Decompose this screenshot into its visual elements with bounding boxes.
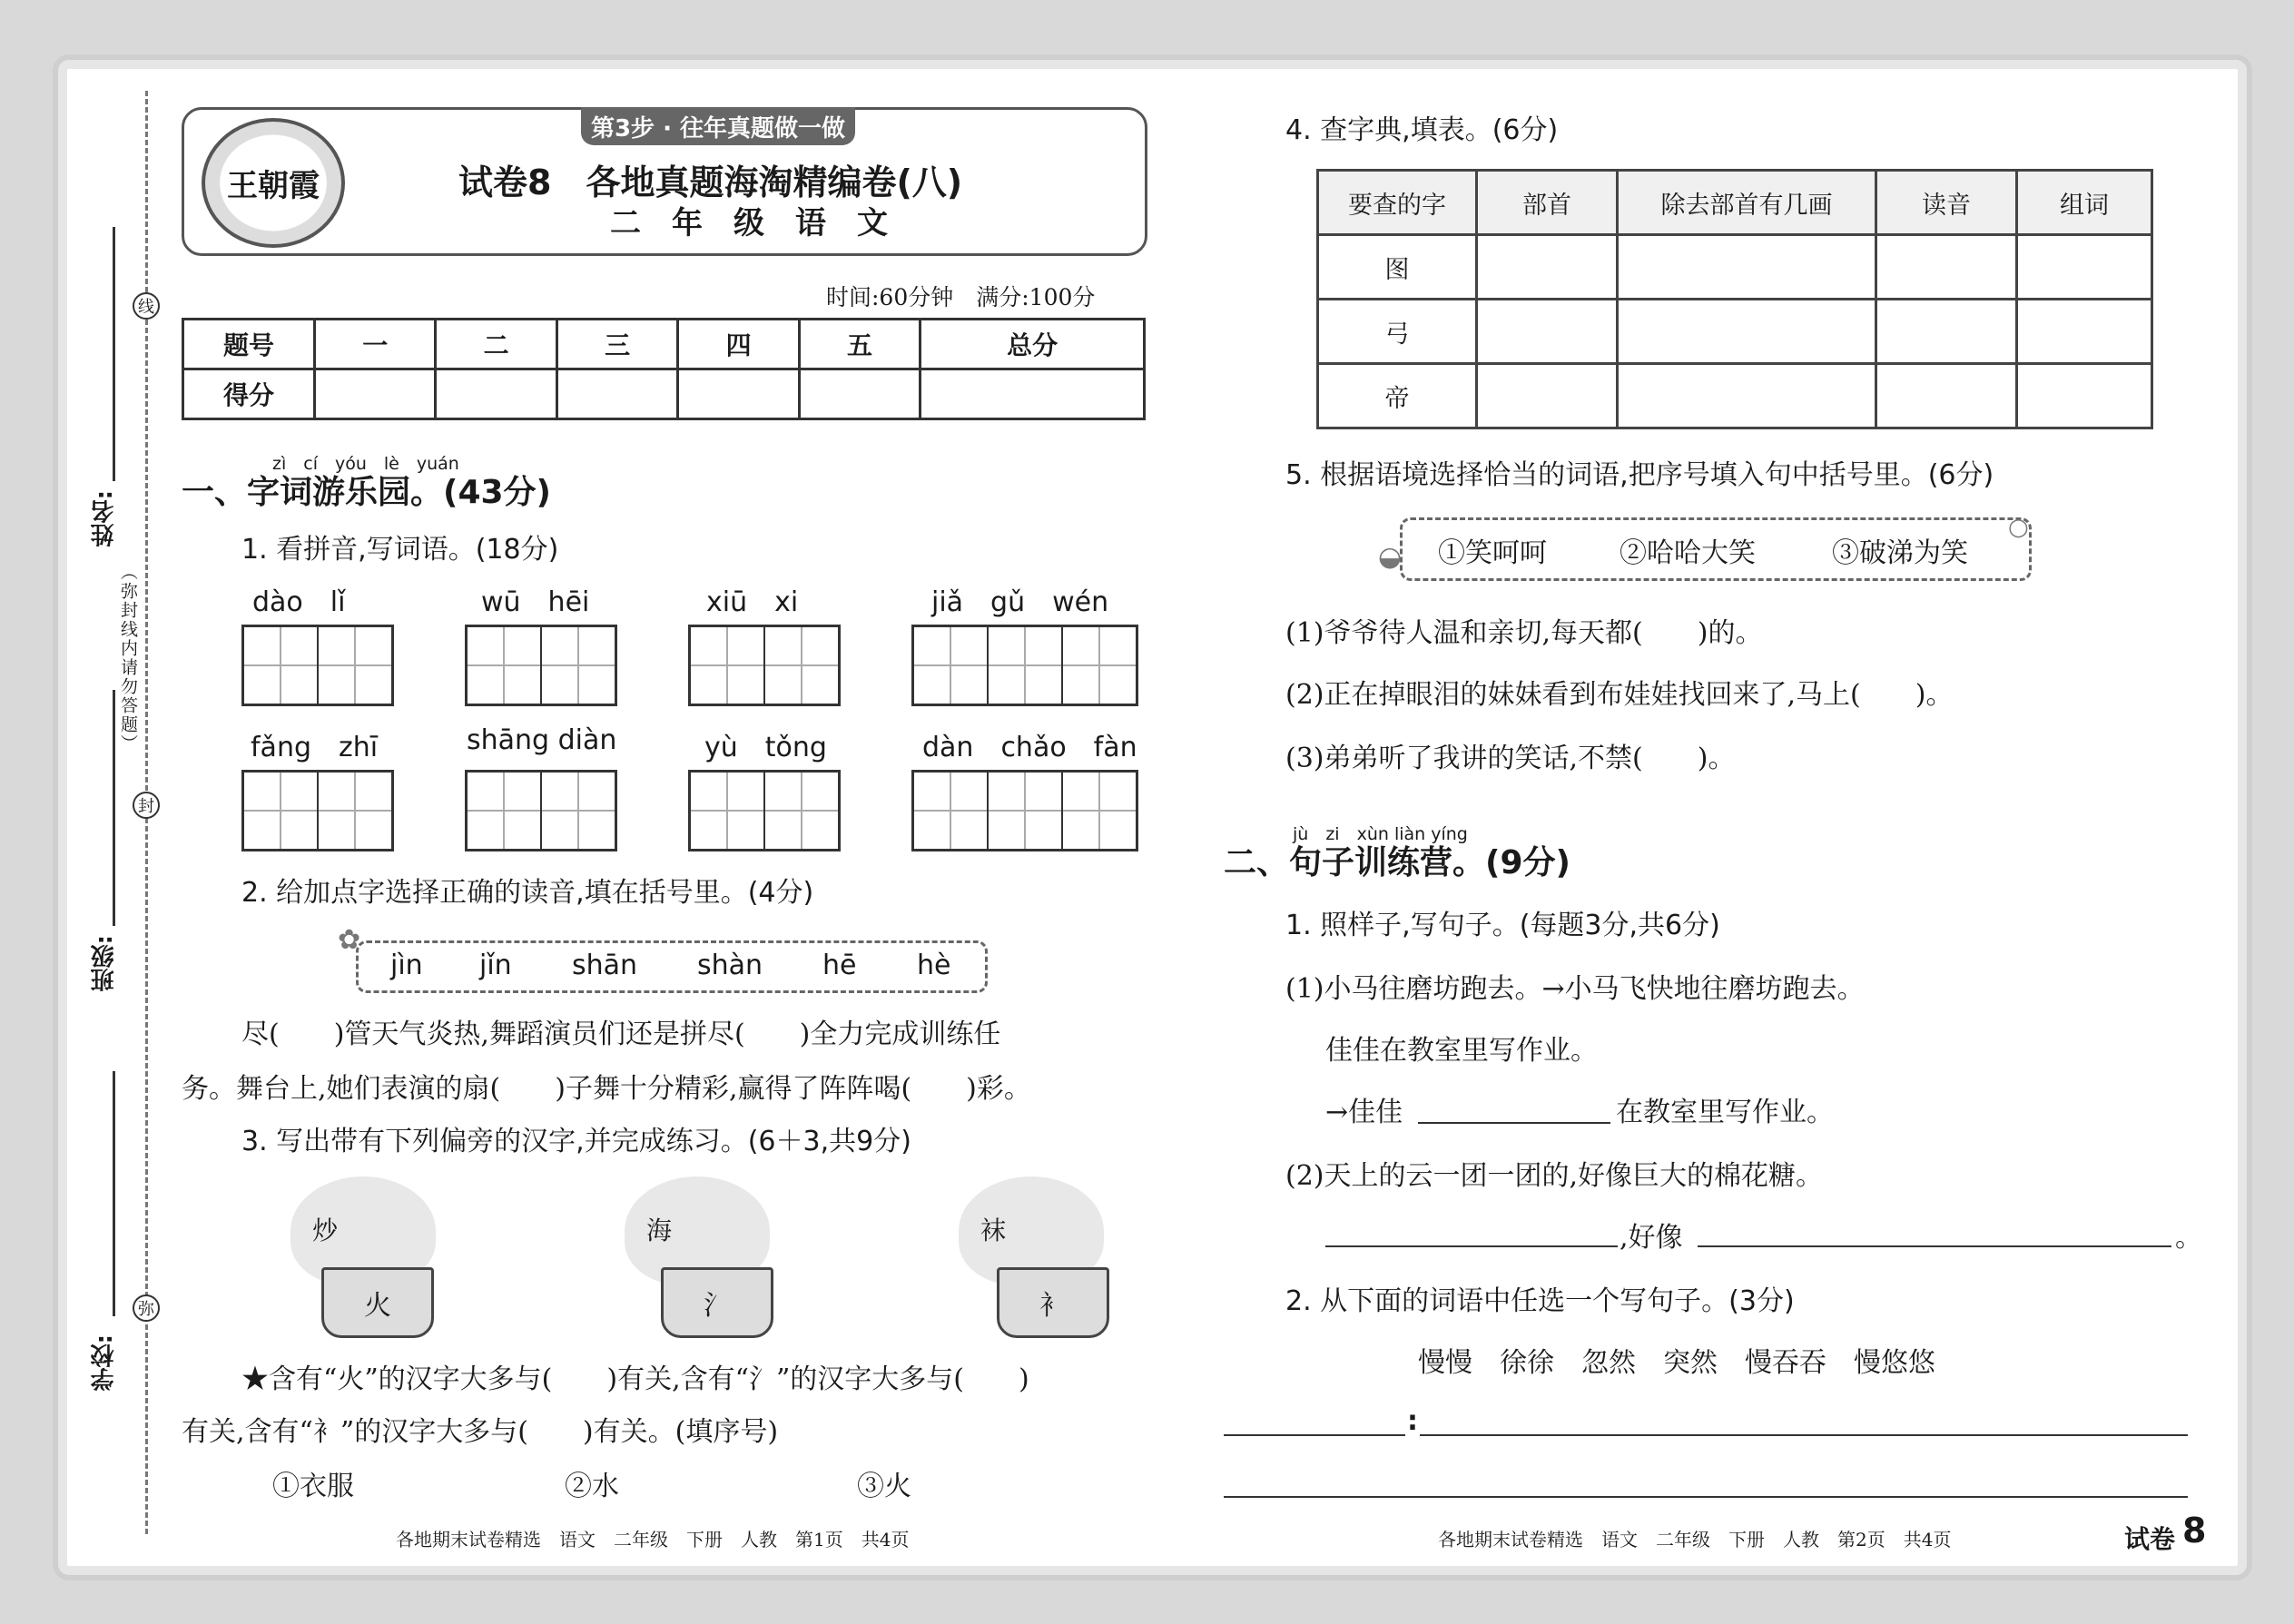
flower-decoration-icon: ✿	[338, 924, 361, 956]
class-field-line[interactable]	[113, 690, 115, 926]
s2-answer-connector: ,好像	[1620, 1222, 1683, 1254]
q4-title: 4. 查字典,填表。(6分)	[1285, 114, 1559, 146]
footer-right: 各地期末试卷精选 语文 二年级 下册 人教 第2页 共4页	[1438, 1529, 1952, 1550]
score-input-cell[interactable]	[315, 369, 436, 419]
q3-passage-line1: ★含有“火”的汉字大多与( )有关,含有“氵”的汉字大多与( )	[241, 1363, 1029, 1395]
dictionary-table	[1316, 169, 2153, 429]
score-header-cell: 总分	[921, 320, 1145, 369]
q2-option: jìn	[390, 950, 423, 981]
q3-option: ③火	[857, 1471, 911, 1502]
time-info: 时间:60分钟 满分:100分	[826, 284, 1096, 310]
s2-example-2: (2)天上的云一团一团的,好像巨大的棉花糖。	[1285, 1160, 1824, 1192]
writing-grid[interactable]	[465, 770, 617, 851]
s2-sentence-blank[interactable]	[1420, 1434, 2188, 1436]
section1-pinyin: zì cí yóu lè yuán	[272, 454, 459, 474]
dict-header: 组词	[2017, 171, 2152, 235]
s2-answer-end: 。	[2175, 1222, 2202, 1254]
dict-header: 要查的字	[1318, 171, 1477, 235]
flower-char: 袜	[980, 1216, 1007, 1245]
q5-sentence: (3)弟弟听了我讲的笑话,不禁( )。	[1285, 743, 1736, 774]
writing-grid[interactable]	[688, 625, 841, 706]
s2-word-list: 慢慢 徐徐 忽然 突然 慢吞吞 慢悠悠	[1418, 1347, 1935, 1379]
q2-option: hē	[822, 950, 857, 981]
dict-answer-cell[interactable]	[1477, 300, 1618, 364]
score-header-cell: 一	[315, 320, 436, 369]
pinyin-label: jiǎ gǔ wén	[931, 586, 1109, 618]
q2-option: shàn	[697, 950, 763, 981]
name-label: 姓名:	[91, 490, 118, 547]
s2-sentence-blank-2[interactable]	[1224, 1496, 2188, 1498]
s2-q2-title: 2. 从下面的词语中任选一个写句子。(3分)	[1285, 1285, 1795, 1317]
binding-mark-seal: 封	[133, 792, 160, 819]
school-field-line[interactable]	[113, 1071, 115, 1316]
paper-tag-number: 8	[2182, 1511, 2207, 1550]
dict-header: 除去部首有几画	[1618, 171, 1876, 235]
pinyin-label: shāng diàn	[467, 724, 617, 756]
q2-option: jǐn	[479, 950, 512, 981]
paper-subtitle: 二 年 级 语 文	[610, 205, 888, 241]
q5-option: ③破涕为笑	[1832, 537, 1968, 569]
s2-word-blank[interactable]	[1224, 1434, 1405, 1436]
q2-passage-line1: 尽( )管天气炎热,舞蹈演员们还是拼尽( )全力完成训练任	[241, 1019, 1001, 1050]
q2-option: hè	[917, 950, 951, 981]
flower-pot-radical[interactable]: 衤	[997, 1267, 1109, 1338]
pinyin-label: wū hēi	[481, 586, 590, 618]
q2-title: 2. 给加点字选择正确的读音,填在括号里。(4分)	[241, 877, 814, 909]
section2-title: 二、句子训练营。(9分)	[1224, 844, 1570, 881]
score-input-cell[interactable]	[921, 369, 1145, 419]
bubble-decoration-icon: ○	[2008, 514, 2029, 541]
pinyin-label: xiū xi	[706, 586, 799, 618]
flower-pot-radical[interactable]: 火	[321, 1267, 434, 1338]
writing-grid[interactable]	[688, 770, 841, 851]
writing-grid[interactable]	[241, 625, 394, 706]
q2-options-box	[356, 940, 988, 993]
writing-grid[interactable]	[911, 625, 1138, 706]
dict-answer-cell[interactable]	[2017, 235, 2152, 300]
s2-colon: :	[1407, 1405, 1418, 1437]
dict-char: 帝	[1318, 364, 1477, 428]
paper-title: 试卷8 各地真题海淘精编卷(八)	[458, 162, 963, 202]
name-field-line[interactable]	[113, 227, 115, 481]
score-input-cell[interactable]	[799, 369, 920, 419]
brand-logo: 王朝霞	[202, 118, 345, 248]
s2-q1-title: 1. 照样子,写句子。(每题3分,共6分)	[1285, 910, 1720, 941]
footer-left: 各地期末试卷精选 语文 二年级 下册 人教 第1页 共4页	[396, 1529, 910, 1550]
score-input-cell[interactable]	[436, 369, 556, 419]
dict-answer-cell[interactable]	[1618, 364, 1876, 428]
s2-example: (1)小马往磨坊跑去。→小马飞快地往磨坊跑去。	[1285, 973, 1865, 1005]
section2-pinyin: jù zi xùn liàn yíng	[1293, 824, 1468, 844]
score-header-cell: 五	[799, 320, 920, 369]
score-table	[182, 318, 1146, 420]
flower-pot-radical[interactable]: 氵	[661, 1267, 773, 1338]
score-header-cell: 题号	[183, 320, 315, 369]
binding-mark-line: 线	[133, 292, 160, 320]
s2-answer-blank[interactable]	[1418, 1122, 1610, 1124]
q5-option: ②哈哈大笑	[1620, 537, 1756, 569]
dict-answer-cell[interactable]	[1618, 300, 1876, 364]
pinyin-label: dào lǐ	[252, 586, 346, 618]
class-label: 班级:	[91, 935, 118, 992]
dict-header: 读音	[1876, 171, 2017, 235]
s2-answer-prefix: →佳佳	[1325, 1097, 1403, 1128]
q1-title: 1. 看拼音,写词语。(18分)	[241, 534, 559, 566]
s2-prompt: 佳佳在教室里写作业。	[1325, 1035, 1598, 1067]
dict-answer-cell[interactable]	[2017, 364, 2152, 428]
q3-option: ②水	[565, 1471, 619, 1502]
pinyin-label: dàn chǎo fàn	[922, 732, 1137, 763]
q3-passage-line2: 有关,含有“衤”的汉字大多与( )有关。(填序号)	[182, 1416, 779, 1448]
dict-header: 部首	[1477, 171, 1618, 235]
dict-answer-cell[interactable]	[1477, 364, 1618, 428]
step-tab: 第3步 · 往年真题做一做	[581, 107, 855, 145]
s2-answer-blank[interactable]	[1698, 1245, 2171, 1247]
score-header-cell: 二	[436, 320, 556, 369]
score-input-cell[interactable]	[678, 369, 799, 419]
q3-title: 3. 写出带有下列偏旁的汉字,并完成练习。(6＋3,共9分)	[241, 1126, 911, 1157]
s2-answer-suffix: 在教室里写作业。	[1616, 1097, 1834, 1128]
dict-answer-cell[interactable]	[2017, 300, 2152, 364]
q5-title: 5. 根据语境选择恰当的词语,把序号填入句中括号里。(6分)	[1285, 459, 1994, 491]
writing-grid[interactable]	[911, 770, 1138, 851]
section1-title: 一、字词游乐园。(43分)	[182, 474, 552, 511]
s2-answer-blank[interactable]	[1325, 1245, 1618, 1247]
paper-tag: 试卷	[2124, 1524, 2176, 1554]
dict-char: 弓	[1318, 300, 1477, 364]
flower-char: 海	[646, 1216, 673, 1245]
writing-grid[interactable]	[241, 770, 394, 851]
q5-sentence: (2)正在掉眼泪的妹妹看到布娃娃找回来了,马上( )。	[1285, 679, 1954, 711]
q3-option: ①衣服	[272, 1471, 354, 1502]
school-label: 学校:	[91, 1334, 118, 1392]
pinyin-label: fǎng zhī	[251, 732, 379, 763]
dict-answer-cell[interactable]	[1618, 235, 1876, 300]
q5-option: ①笑呵呵	[1438, 537, 1547, 569]
dict-answer-cell[interactable]	[1876, 364, 2017, 428]
pinyin-label: yù tǒng	[704, 732, 827, 763]
dict-answer-cell[interactable]	[1477, 235, 1618, 300]
dict-char: 图	[1318, 235, 1477, 300]
binding-note: （弥封线内请勿答题）	[118, 563, 138, 753]
dict-answer-cell[interactable]	[1876, 235, 2017, 300]
q2-option: shān	[572, 950, 638, 981]
shell-decoration-icon: ◒	[1378, 541, 1403, 573]
score-row-label: 得分	[183, 369, 315, 419]
q5-sentence: (1)爷爷待人温和亲切,每天都( )的。	[1285, 617, 1763, 649]
score-header-cell: 三	[556, 320, 677, 369]
flower-char: 炒	[312, 1216, 339, 1245]
score-header-cell: 四	[678, 320, 799, 369]
binding-mark-secret: 弥	[133, 1294, 160, 1322]
score-input-cell[interactable]	[556, 369, 677, 419]
q2-passage-line2: 务。舞台上,她们表演的扇( )子舞十分精彩,赢得了阵阵喝( )彩。	[182, 1073, 1031, 1105]
writing-grid[interactable]	[465, 625, 617, 706]
dict-answer-cell[interactable]	[1876, 300, 2017, 364]
